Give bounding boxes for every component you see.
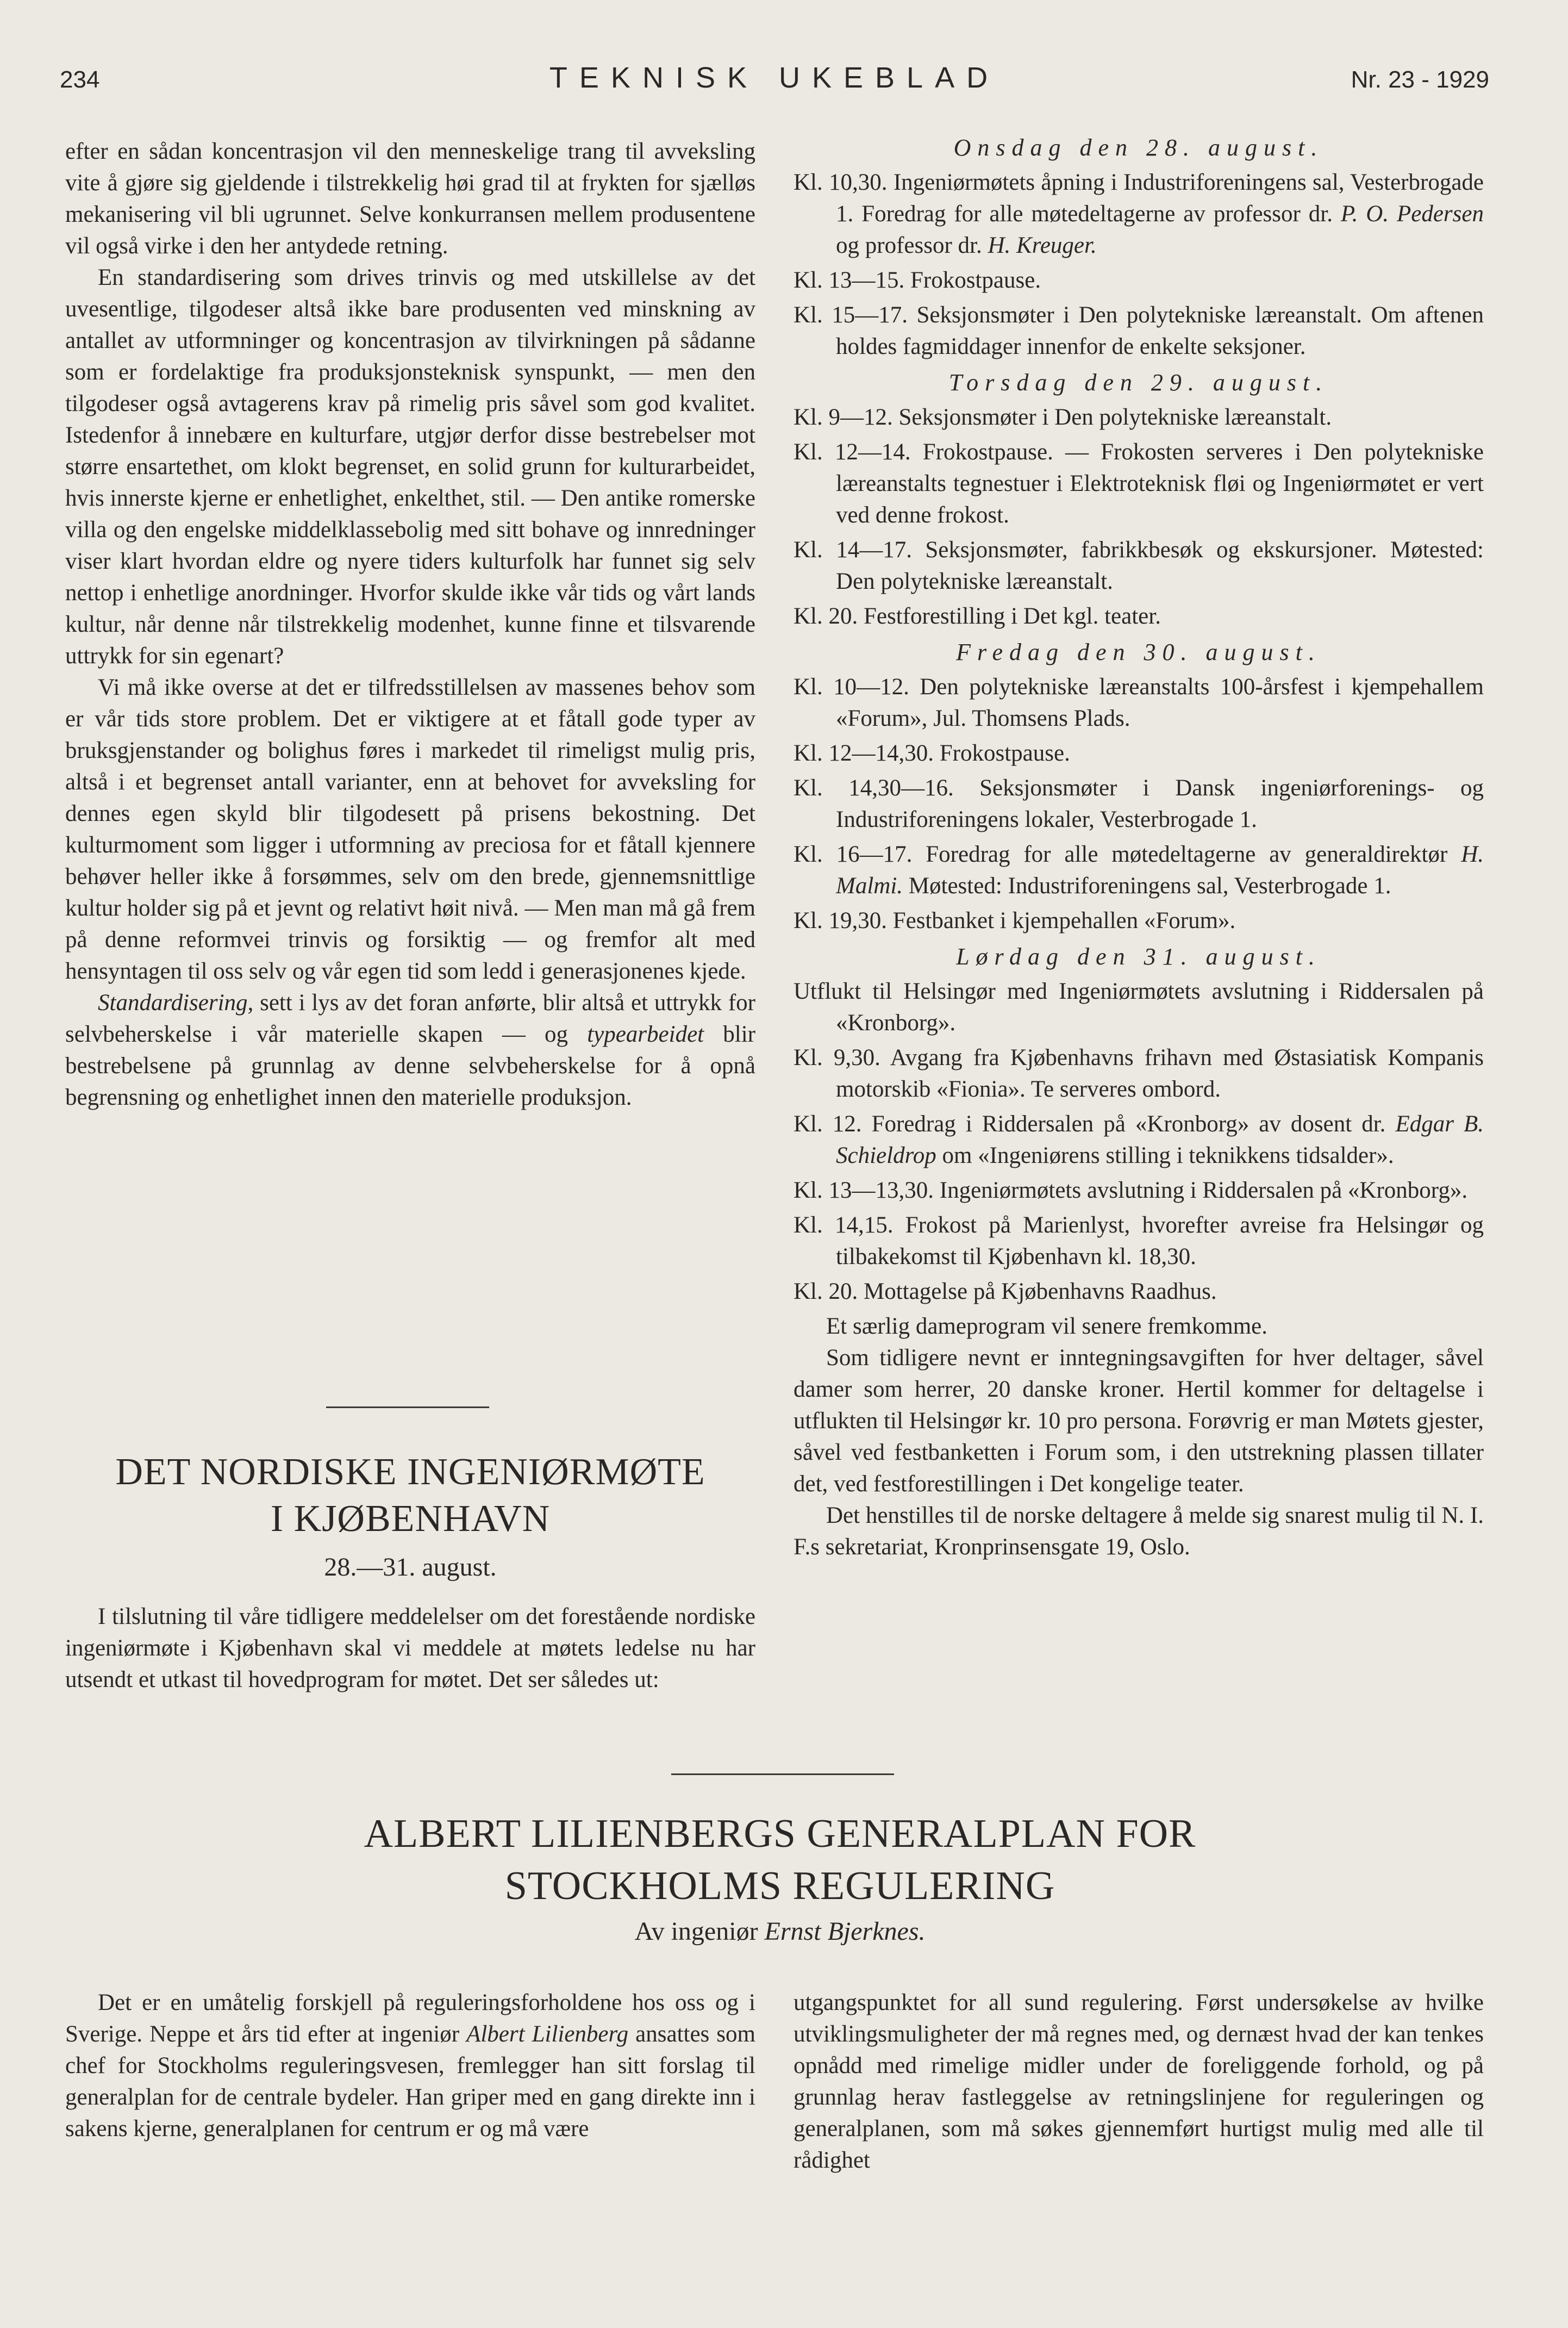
text-run: Kl. 16—17. Foredrag for alle møtedeltagerne av generaldirektør — [794, 842, 1461, 867]
program-entry: Kl. 12—14. Frokostpause. — Frokosten serveres i Den polytekniske læreanstalts tegnestuer i Elektroteknisk fløi og Ingeniørmøtet er vert ved denne frokost. — [794, 439, 1484, 528]
program-entry: Kl. 13—13,30. Ingeniørmøtets avslutning i Riddersalen på «Kronborg». — [794, 1178, 1468, 1203]
page-number: 234 — [60, 66, 100, 93]
paragraph: Det henstilles til de norske deltagere å melde sig snarest mulig til N. I. F.s sekretariat, Kronprinsensgate 19, Oslo. — [794, 1503, 1484, 1560]
program-entry: Kl. 13—15. Frokostpause. — [794, 267, 1041, 293]
program-entry: Kl. 19,30. Festbanket i kjempehallen «Forum». — [794, 908, 1236, 933]
journal-title: TEKNISK UKEBLAD — [549, 61, 1000, 94]
day-heading: Lørdag den 31. august. — [956, 943, 1321, 970]
person-name: H. Kreuger. — [988, 233, 1097, 258]
page-header — [60, 61, 1489, 99]
program-entry: Kl. 10—12. Den polytekniske læreanstalts 100-årsfest i kjempehallem «Forum», Jul. Thomsens Plads. — [794, 674, 1484, 731]
program-entry: Kl. 20. Mottagelse på Kjøbenhavns Raadhus. — [794, 1279, 1217, 1304]
text-run: Kl. 12. Foredrag i Riddersalen på «Kronborg» av dosent dr. — [794, 1111, 1396, 1137]
title-line: STOCKHOLMS REGULERING — [504, 1864, 1055, 1908]
divider-rule — [326, 1406, 489, 1408]
paragraph: Som tidligere nevnt er inntegningsavgiften for hver deltager, såvel damer som herrer, 20 danske kroner. Hertil kommer for deltagelse i utflukten til Helsingør kr. 10 pro persona. Forøvrig er man Møtets gjester, såvel ved festbanketten i Forum som, i den utstrekning plassen tillater det, ved festforestillingen i Det kongelige teater. — [794, 1345, 1484, 1497]
text-run: blir bestrebelsene på grunnlag av denne selvbeherskelse for å opnå begrensning og enhetlighet innen den materielle produksjon. — [65, 1022, 755, 1110]
program-column — [794, 128, 1484, 1563]
text-run: Av ingeniør — [634, 1917, 765, 1946]
paragraph: efter en sådan koncentrasjon vil den menneskelige trang til avveksling vite å gjøre sig gjeldende i tilstrekkelig høi grad til at frykten for sjælløs mekanisering vil bli ugrunnet. Selve konkurransen mellem produsentene vil også virke i den her antydede retning. — [65, 139, 755, 259]
text-run: Det er en umåtelig forskjell på reguleringsforholdene hos oss og i Sverige. Neppe et års tid efter at ingeniør — [65, 1990, 755, 2047]
left-column-text — [65, 136, 755, 1113]
program-entry: Kl. 14,30—16. Seksjonsmøter i Dansk ingeniørforenings- og Industriforeningens lokaler, Vesterbrogade 1. — [794, 775, 1484, 832]
meeting-dates: 28.—31. august. — [324, 1553, 497, 1582]
program-entry: Kl. 9,30. Avgang fra Kjøbenhavns frihavn med Østasiatisk Kompanis motorskib «Fionia». Te serveres ombord. — [794, 1045, 1484, 1102]
program-entry: Kl. 12—14,30. Frokostpause. — [794, 740, 1070, 766]
text-run: sett i lys av det foran anførte, blir altså et uttrykk for selvbeherskelse i vår materielle skapen — og — [65, 990, 755, 1047]
italic-term: typearbeidet — [587, 1022, 704, 1047]
paragraph: En standardisering som drives trinvis og med utskillelse av det uvesentlige, tilgodeser altså ikke bare produsenten ved minskning av antallet av utformninger og koncentrasjon av tilvirkningen på sådanne som er fordelaktige fra produksjonsteknisk synspunkt, — men den tilgodeser også avtagerens krav på rimelig pris såvel som god kvalitet. Istedenfor å innebære en kulturfare, utgjør derfor disse bestrebelser mot større ensartethet, om klokt begrenset, en solid grunn for kulturarbeidet, hvis innerste kjerne er enhetlighet, enkelthet, stil. — Den antike romerske villa og den engelske middelklassebolig med sitt bohave og innredninger viser klart hvordan eldre og nyere tiders kulturfolk har funnet sig selv nettop i enhetlige anordninger. Hvorfor skulde ikke vår tids og vårt lands kultur, når denne når tilstrekkelig modenhet, kunne finne et tilsvarende uttrykk for sin egenart? — [65, 265, 755, 669]
byline — [65, 1916, 1495, 1946]
program-entry: Kl. 20. Festforestilling i Det kgl. teater. — [794, 603, 1161, 629]
program-entry — [794, 167, 1484, 262]
program-entry: Kl. 15—17. Seksjonsmøter i Den polytekniske læreanstalt. Om aftenen holdes fagmiddager innenfor de enkelte seksjoner. — [794, 302, 1484, 359]
person-name: H. Malmi. — [836, 842, 1484, 899]
program-entry: Kl. 9—12. Seksjonsmøter i Den polytekniske læreanstalt. — [794, 404, 1332, 430]
text-run: om «Ingeniørens stilling i teknikkens tidsalder». — [936, 1143, 1394, 1168]
paragraph — [65, 987, 755, 1113]
person-name: P. O. Pedersen — [1340, 201, 1484, 227]
lilienberg-right-text: utgangspunktet for all sund regulering. Først undersøkelse av hvilke utviklingsmuligheter der må regnes med, og dernæst hvad der kan tenkes opnådd med rimelige midler under de foreliggende forhold, og på grunnlag herav fastleggelse av retningslinjene for reguleringen og generalplanen, som må søkes gjennemført hurtigst mulig med alle til rådighet — [794, 1990, 1484, 2173]
divider-rule — [671, 1773, 894, 1775]
program-entry: Utflukt til Helsingør med Ingeniørmøtets avslutning i Riddersalen på «Kronborg». — [794, 979, 1484, 1036]
text-run: ansattes som chef for Stockholms reguleringsvesen, fremlegger han sitt forslag til generalplan for de centrale bydeler. Han griper med en gang direkte inn i sakens kjerne, generalplanen for centrum er og må være — [65, 2021, 755, 2142]
title-line: DET NORDISKE INGENIØRMØTE — [115, 1451, 705, 1493]
italic-term: Standardisering, — [98, 990, 254, 1016]
text-run: og professor dr. — [836, 233, 988, 258]
program-entry: Kl. 14,15. Frokost på Marienlyst, hvorefter avreise fra Helsingør og tilbakekomst til Kjøbenhavn kl. 18,30. — [794, 1212, 1484, 1269]
title-line: ALBERT LILIENBERGS GENERALPLAN FOR — [364, 1812, 1196, 1856]
lilienberg-left-text — [65, 1987, 755, 2145]
paragraph: Vi må ikke overse at det er tilfredsstillelsen av massenes behov som er vår tids store problem. Det er viktigere at et fåtall gode typer av bruksgjenstander og bolighus føres i markedet til rimeligst mulig pris, altså i et begrenset antall varianter, enn at behovet for avveksling for dennes egen skyld blir tilgodesett på prisens bekostning. Det kulturmoment som ligger i utformning av preciosa for et fåtall kjennere behøver heller ikke å forsømmes, selv om den brede, gjennemsnittlige kultur holder sig på et jevnt og relativt høit nivå. — Men man må gå frem på denne reformvei trinvis og forsiktig — og fremfor alt med hensyntagen til oss selv og vår egen tid som ledd i generasjonenes kjede. — [65, 675, 755, 984]
text-run: Møtested: Industriforeningens sal, Vesterbrogade 1. — [903, 873, 1391, 899]
author-name: Ernst Bjerknes. — [764, 1917, 926, 1946]
day-heading: Onsdag den 28. august. — [953, 134, 1324, 161]
person-name: Albert Lilienberg — [466, 2021, 629, 2047]
day-heading: Fredag den 30. august. — [956, 639, 1321, 665]
issue-number: Nr. 23 - 1929 — [1351, 66, 1489, 93]
meeting-intro: I tilslutning til våre tidligere meddelelser om det forestående nordiske ingeniørmøte i Kjøbenhavn skal vi meddele at møtets ledelse nu har utsendt et utkast til hovedprogram for møtet. Det ser således ut: — [65, 1604, 755, 1692]
text-run: Kl. 10,30. Ingeniørmøtets åpning i Industriforeningens sal, Vesterbrogade 1. Foredrag for alle møtedeltagerne av professor dr. — [794, 170, 1484, 227]
program-entry — [794, 1109, 1484, 1172]
paragraph: Et særlig dameprogram vil senere fremkomme. — [826, 1314, 1267, 1339]
lilienberg-article-title — [65, 1808, 1495, 1912]
program-entry — [794, 839, 1484, 902]
meeting-article-title — [65, 1449, 755, 1542]
day-heading: Torsdag den 29. august. — [948, 369, 1329, 396]
title-line: I KJØBENHAVN — [270, 1498, 551, 1540]
program-entry: Kl. 14—17. Seksjonsmøter, fabrikkbesøk og ekskursjoner. Møtested: Den polytekniske læreanstalt. — [794, 537, 1484, 594]
person-name: Edgar B. Schieldrop — [836, 1111, 1484, 1168]
